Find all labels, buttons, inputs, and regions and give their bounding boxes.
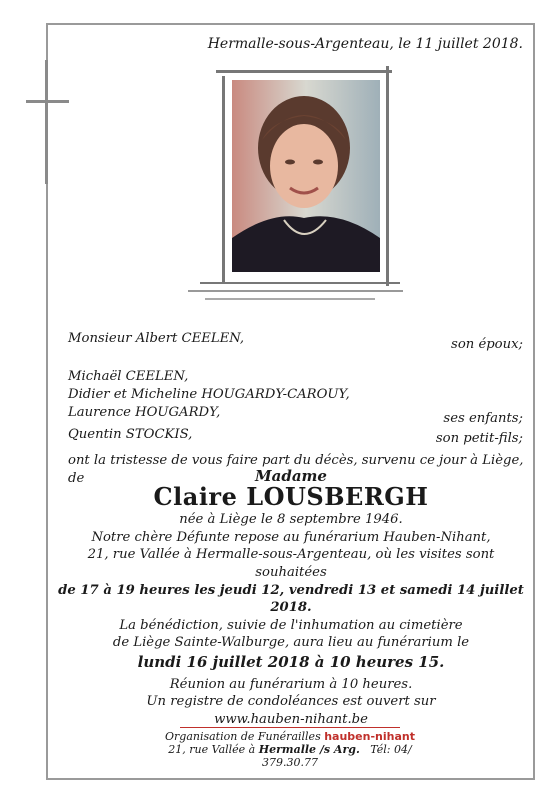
footer-org [140,730,440,743]
visits-line-2: 21, rue Vallée à Hermalle-sous-Argenteau, où les visites sont souhaitées [87,547,495,580]
main-text [58,468,524,728]
deceased-title: Madame [255,467,327,485]
cross-icon [45,60,48,184]
deceased-name: Claire LOUSBERGH [153,481,429,511]
visits-line-1: Notre chère Défunte repose au funérarium Hauben-Nihant, [91,529,491,545]
photo-sketch-bottom-2 [188,290,403,292]
announcement: ont la tristesse de vous faire part du décès, survenu ce jour à Liège, de [68,453,524,486]
condolences-line: Un registre de condoléances est ouvert sur [146,694,436,710]
footer-address [140,743,440,769]
family-row-children [68,368,525,426]
family-name: Laurence HOUGARDY, [68,405,221,420]
cross-icon-bar [26,100,69,103]
family-name: Michaël CEELEN, [68,369,189,384]
family-relation: son petit-fils; [435,431,523,446]
ceremony-line-1: La bénédiction, suivie de l'inhumation au cimetière [119,617,463,633]
family-relation: son époux; [451,337,523,352]
family-relation: ses enfants; [443,411,523,426]
family-list [68,330,525,488]
family-name: Didier et Micheline HOUGARDY-CAROUY, [68,387,350,402]
meeting-line: Réunion au funérarium à 10 heures. [169,676,413,692]
footer-divider [180,727,400,728]
ceremony-date: lundi 16 juillet 2018 à 10 heures 15. [137,652,445,671]
portrait-photo [232,80,380,272]
family-name: Monsieur Albert CEELEN, [68,331,245,346]
condolences-url[interactable]: www.hauben-nihant.be [214,711,368,727]
birth-line: née à Liège le 8 septembre 1946. [179,512,403,528]
family-row-grandchild [68,426,525,452]
family-row-spouse [68,330,525,368]
photo-sketch-top [216,70,392,73]
visits-line-3: de 17 à 19 heures les jeudi 12, vendredi 13 et samedi 14 juillet 2018. [58,582,524,616]
footer-org-prefix: Organisation de Funérailles [165,730,321,743]
footer-phone: Tél: 04/ 379.30.77 [262,743,412,769]
ceremony-line-2: de Liège Sainte-Walburge, aura lieu au funérarium le [112,635,470,651]
footer-address-bold: Hermalle /s Arg. [258,743,360,756]
family-name: Quentin STOCKIS, [68,427,193,442]
footer [140,730,440,769]
photo-sketch-bottom-1 [200,282,400,284]
photo-sketch-bottom-3 [205,298,375,300]
photo-sketch-left [222,76,225,282]
photo-sketch-right [386,66,389,286]
place-date: Hermalle-sous-Argenteau, le 11 juillet 2018. [207,36,523,52]
footer-address-prefix: 21, rue Vallée à [168,743,256,756]
brand-logo: hauben-nihant [324,730,415,743]
